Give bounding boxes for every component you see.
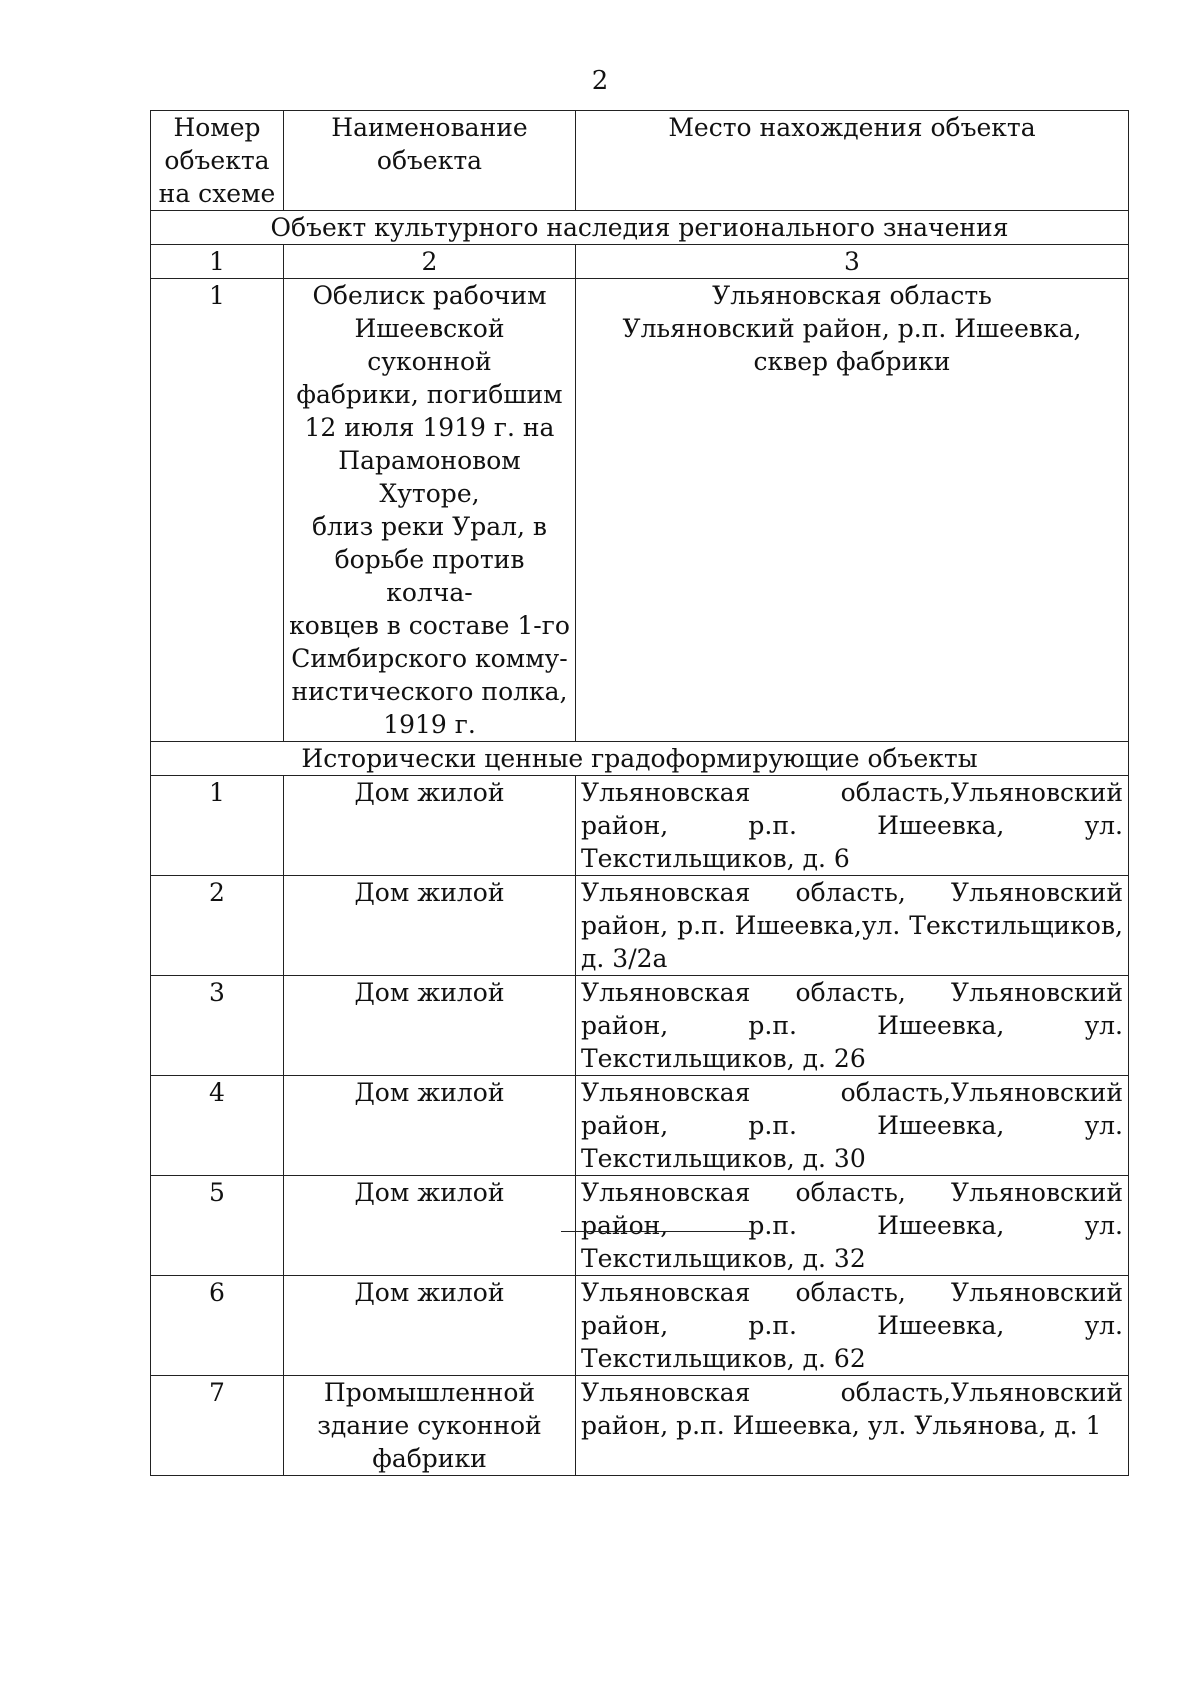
column-index-row	[151, 245, 1129, 279]
header-name: Наименование объекта	[284, 111, 576, 211]
row-num: 2	[151, 876, 284, 976]
row-name: Дом жилой	[284, 976, 576, 1076]
row-num: 1	[151, 279, 284, 742]
row-location: Ульяновская область, Ульяновский район, р.п. Ишеевка,ул. Текстильщиков, д. 3/2а	[576, 876, 1129, 976]
row-location: Ульяновская область,Ульяновский район, р.п. Ишеевка, ул. Ульянова, д. 1	[576, 1376, 1129, 1476]
objects-table	[150, 110, 1129, 1476]
row-name: Дом жилой	[284, 1276, 576, 1376]
table-header-row	[151, 111, 1129, 211]
row-num: 7	[151, 1376, 284, 1476]
section-heading-row	[151, 742, 1129, 776]
row-num: 5	[151, 1176, 284, 1276]
table-row	[151, 776, 1129, 876]
row-location: Ульяновская область, Ульяновский район, р.п. Ишеевка, ул. Текстильщиков, д. 32	[576, 1176, 1129, 1276]
table-row	[151, 1176, 1129, 1276]
row-location: Ульяновская область, Ульяновский район, р.п. Ишеевка, ул. Текстильщиков, д. 26	[576, 976, 1129, 1076]
row-location: Ульяновская область Ульяновский район, р.п. Ишеевка, сквер фабрики	[622, 281, 1082, 376]
row-name: Дом жилой	[284, 1176, 576, 1276]
column-index: 1	[151, 245, 284, 279]
column-index: 3	[576, 245, 1129, 279]
row-num: 3	[151, 976, 284, 1076]
header-num: Номер объекта на схеме	[151, 111, 284, 211]
row-name: Дом жилой	[284, 876, 576, 976]
row-name: Дом жилой	[284, 1076, 576, 1176]
table-row	[151, 1376, 1129, 1476]
row-num: 4	[151, 1076, 284, 1176]
row-name: Обелиск рабочим Ишеевской суконной фабрики, погибшим 12 июля 1919 г. на Парамоновом Хуторе, близ реки Урал, в борьбе против колча- ковцев в составе 1-го Симбирского комму- нистического полка, 1919 г.	[289, 281, 570, 739]
table-row	[151, 1276, 1129, 1376]
row-location: Ульяновская область,Ульяновский район, р.п. Ишеевка, ул. Текстильщиков, д. 30	[576, 1076, 1129, 1176]
page-number: 2	[591, 66, 609, 96]
table-row	[151, 876, 1129, 976]
table-row	[151, 976, 1129, 1076]
section-title-historic: Исторически ценные градоформирующие объекты	[151, 742, 1129, 776]
row-num: 1	[151, 776, 284, 876]
row-location-cell	[576, 279, 1129, 742]
section-heading-row	[151, 211, 1129, 245]
header-location: Место нахождения объекта	[576, 111, 1129, 211]
column-index: 2	[284, 245, 576, 279]
section-title-regional: Объект культурного наследия регионального значения	[151, 211, 1129, 245]
row-location: Ульяновская область,Ульяновский район, р.п. Ишеевка, ул. Текстильщиков, д. 6	[576, 776, 1129, 876]
row-name-cell	[284, 279, 576, 742]
table-row	[151, 279, 1129, 742]
closing-rule	[561, 1231, 751, 1232]
row-name: Промышленной здание суконной фабрики	[284, 1376, 576, 1476]
table-row	[151, 1076, 1129, 1176]
row-name: Дом жилой	[284, 776, 576, 876]
row-num: 6	[151, 1276, 284, 1376]
row-location: Ульяновская область, Ульяновский район, р.п. Ишеевка, ул. Текстильщиков, д. 62	[576, 1276, 1129, 1376]
